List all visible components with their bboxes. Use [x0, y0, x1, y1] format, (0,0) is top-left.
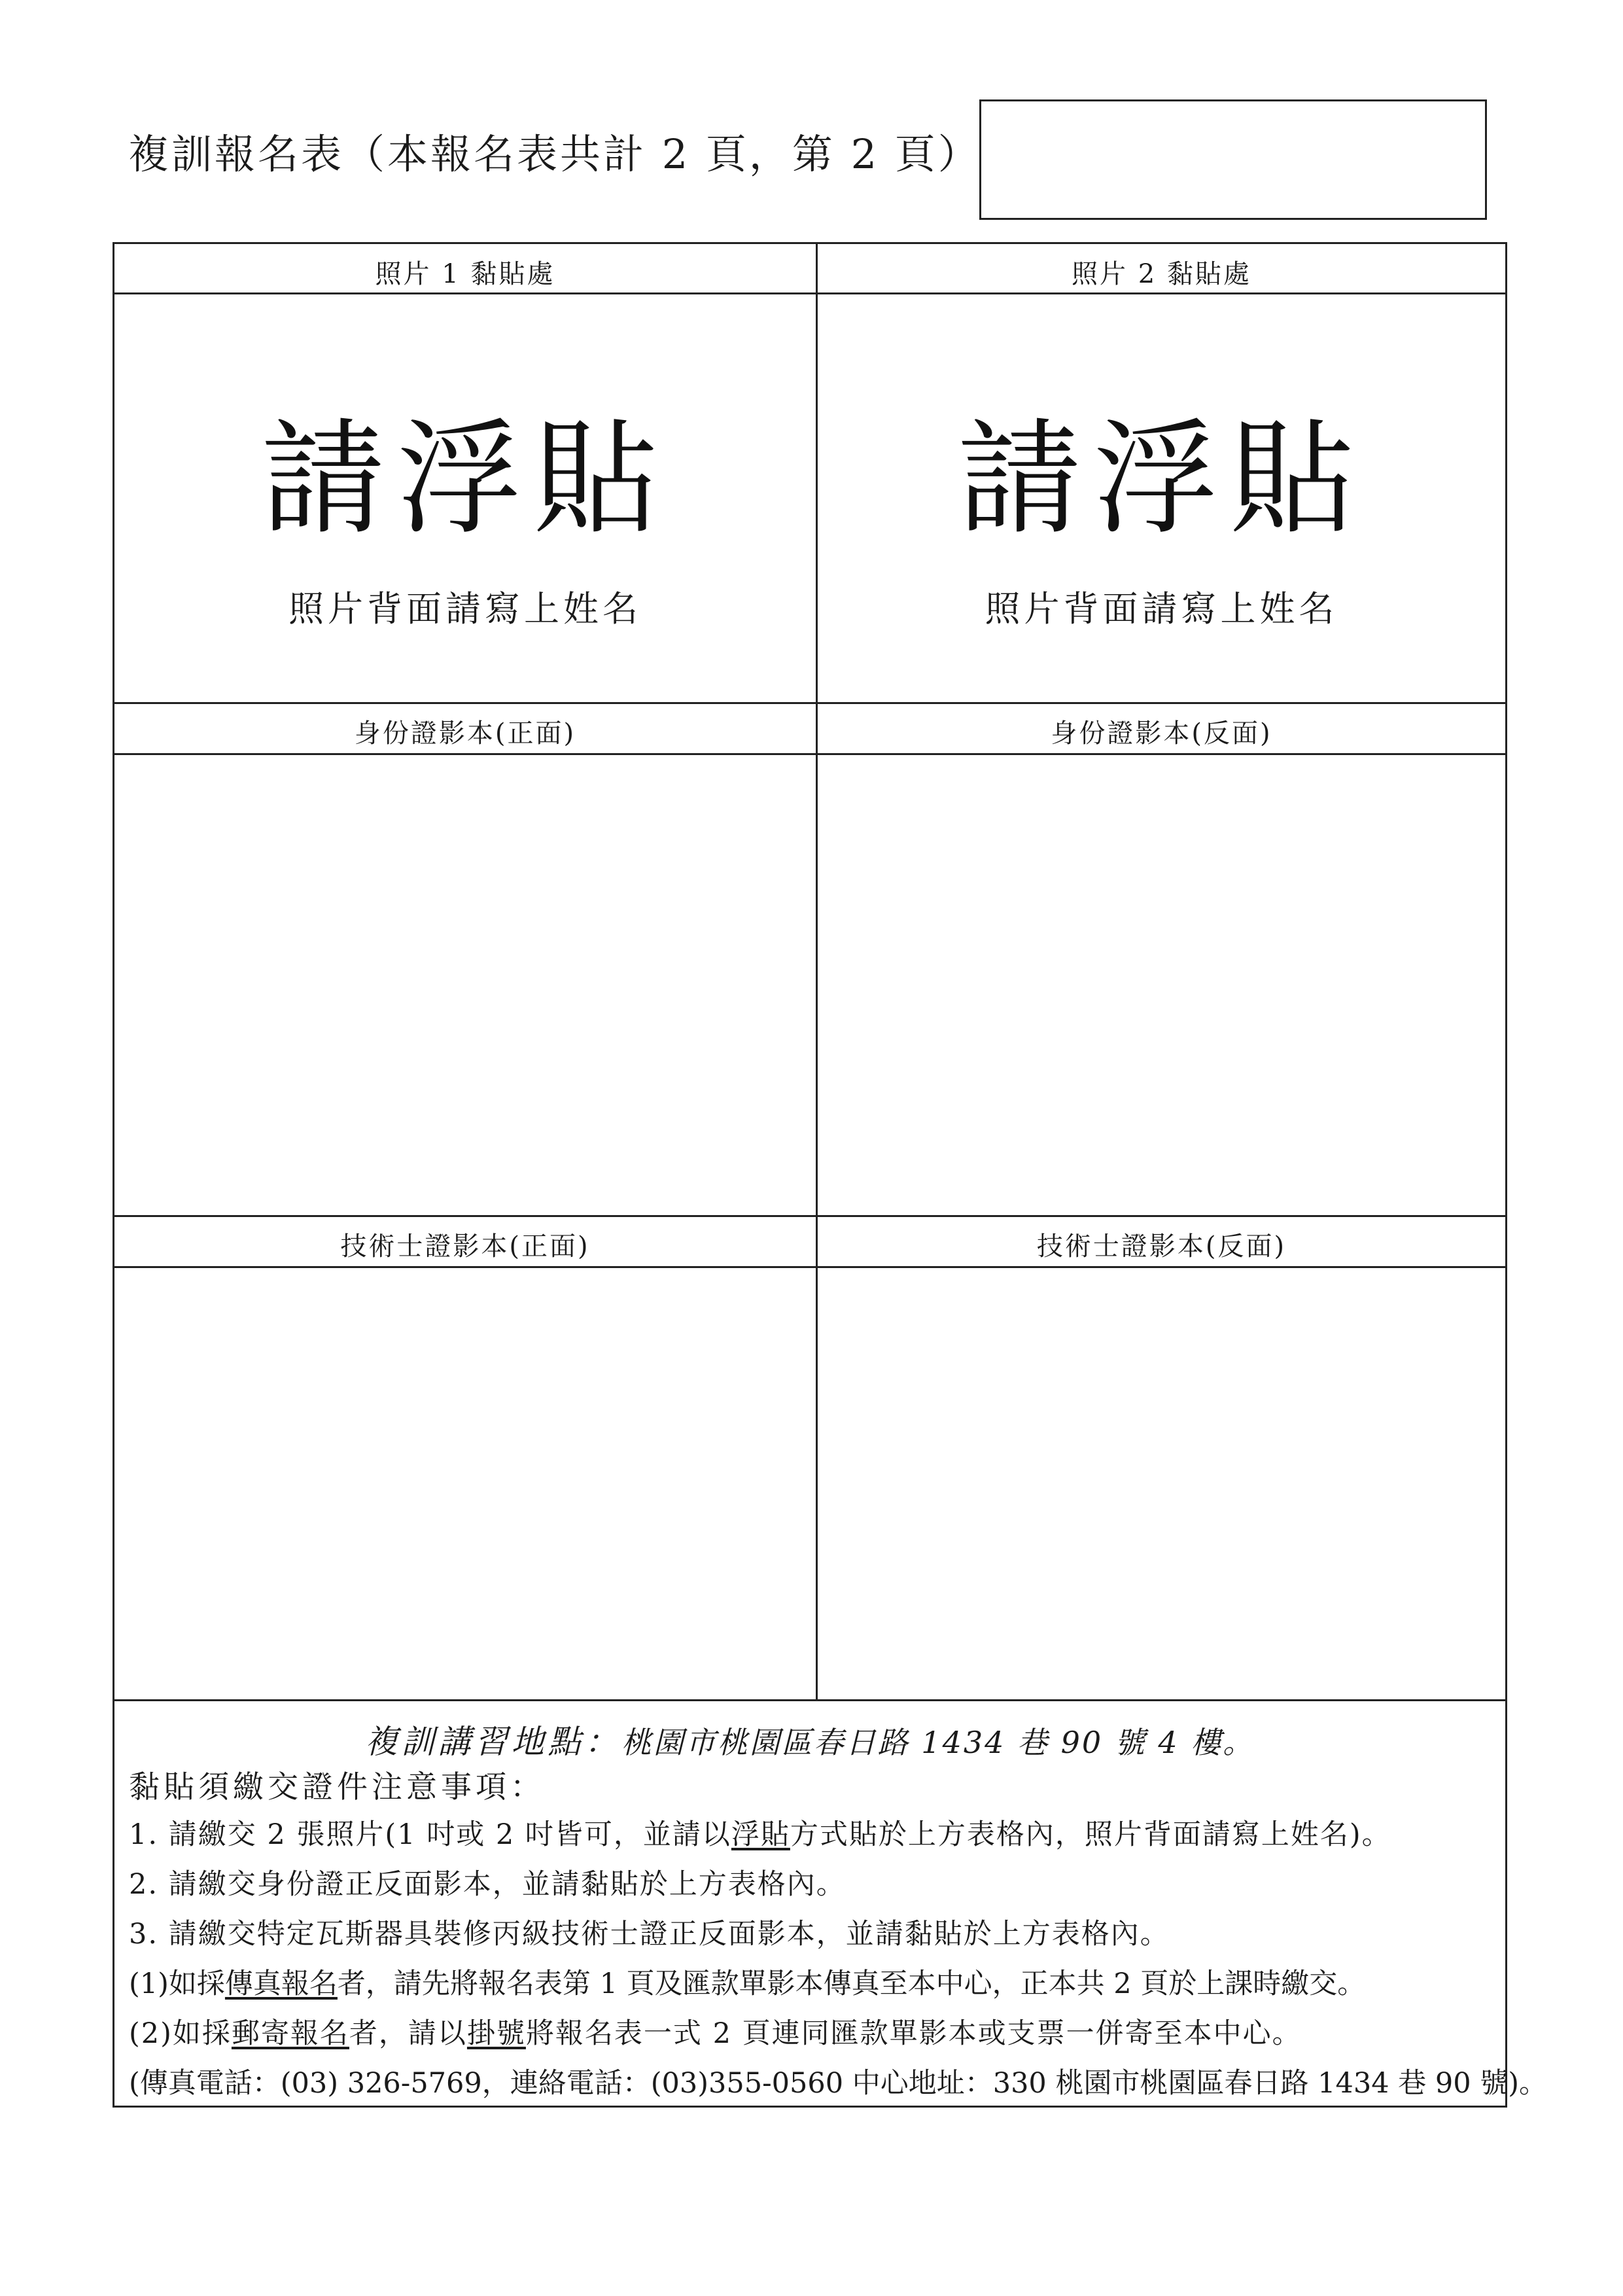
row-divider: [114, 1215, 1505, 1217]
photo2-float-paste-text: 請浮貼: [957, 407, 1366, 552]
id-front-header: 身份證影本(正面): [354, 718, 576, 749]
note-sub-1-text-end: 者，請先將報名表第 1 頁及匯款單影本傳真至本中心，正本共 2 頁於上課時繳交。: [337, 1968, 1366, 2000]
license-back-header: 技術士證影本(反面): [1036, 1231, 1287, 1262]
id-back-paste-area[interactable]: [818, 755, 1505, 1215]
location-label: 複訓講習地點：: [364, 1723, 621, 1761]
notes-heading: 黏貼須繳交證件注意事項：: [129, 1769, 545, 1805]
note-sub-1: [129, 1962, 1365, 2002]
registration-number-box[interactable]: [979, 99, 1487, 220]
note-sub-2-text: (2)如採: [129, 2017, 232, 2050]
license-front-header: 技術士證影本(正面): [340, 1231, 590, 1262]
photo2-write-name-text: 照片背面請寫上姓名: [985, 588, 1338, 629]
note-item-1-text-end: 方式貼於上方表格內，照片背面請寫上姓名)。: [790, 1818, 1391, 1851]
row-divider: [114, 1699, 1505, 1701]
photo2-header: 照片 2 黏貼處: [1072, 259, 1251, 289]
note-sub-2-text-mid: 者，請以: [349, 2017, 467, 2050]
form-table: [113, 242, 1548, 2108]
photo1-header: 照片 1 黏貼處: [375, 259, 555, 289]
license-back-paste-area[interactable]: [818, 1268, 1505, 1699]
note-item-2: 2. 請繳交身份證正反面影本，並請黏貼於上方表格內。: [129, 1868, 846, 1901]
license-front-paste-area[interactable]: [114, 1268, 816, 1699]
photo2-paste-area[interactable]: [818, 294, 1505, 702]
note-sub-2-underline-2: 掛號: [466, 2017, 526, 2050]
location-address: 桃園市桃園區春日路 1434 巷 90 號 4 樓。: [621, 1725, 1255, 1760]
form-title: 複訓報名表（本報名表共計 2 頁，第 2 頁）: [128, 130, 981, 178]
note-sub-2: [129, 2011, 1302, 2051]
note-item-1-underline: 浮貼: [731, 1818, 790, 1851]
note-sub-2-text-end: 將報名表一式 2 頁連同匯款單影本或支票一併寄至本中心。: [525, 2017, 1302, 2050]
note-item-1: [129, 1812, 1391, 1852]
training-location: [114, 1716, 1505, 1763]
note-sub-1-underline: 傳真報名: [224, 1968, 338, 2000]
note-item-3: 3. 請繳交特定瓦斯器具裝修丙級技術士證正反面影本，並請黏貼於上方表格內。: [129, 1918, 1170, 1951]
photo1-float-paste-text: 請浮貼: [260, 407, 669, 552]
photo1-write-name-text: 照片背面請寫上姓名: [288, 588, 642, 629]
note-sub-1-text: (1)如採: [129, 1968, 225, 2000]
contact-info: (傳真電話：(03) 326-5769，連絡電話：(03)355-0560 中心地址：330 桃園市桃園區春日路 1434 巷 90 號)。: [129, 2067, 1548, 2100]
note-item-1-text: 1. 請繳交 2 張照片(1 吋或 2 吋皆可，並請以: [129, 1818, 731, 1851]
id-back-header: 身份證影本(反面): [1051, 718, 1272, 749]
photo1-paste-area[interactable]: [114, 294, 816, 702]
note-sub-2-underline-1: 郵寄報名: [231, 2017, 349, 2050]
row-divider: [114, 702, 1505, 704]
id-front-paste-area[interactable]: [114, 755, 816, 1215]
